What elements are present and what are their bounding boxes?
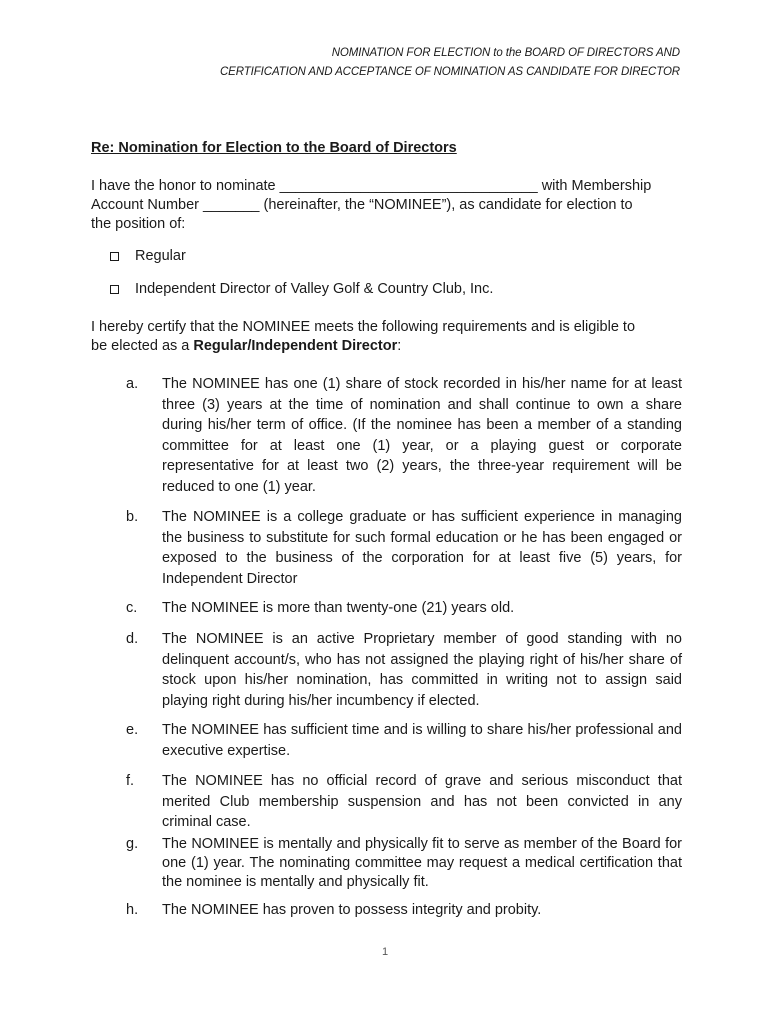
requirement-text: The NOMINEE has proven to possess integrity and probity. bbox=[162, 902, 542, 918]
intro-line-2: Account Number _______ (hereinafter, the “NOMINEE”), as candidate for election to bbox=[91, 197, 633, 213]
requirement-text: The NOMINEE is mentally and physically fit to serve as member of the Board for one (1) year. The nominating committee may request a medical certification that the nominee is mentally and physically fit. bbox=[162, 836, 682, 890]
requirement-f bbox=[126, 771, 682, 833]
requirement-d bbox=[126, 629, 682, 711]
checkbox-regular[interactable] bbox=[110, 252, 119, 261]
checkbox-independent-director[interactable] bbox=[110, 285, 119, 294]
requirement-text: The NOMINEE is more than twenty-one (21) years old. bbox=[162, 600, 515, 616]
certify-line-2-prefix: be elected as a bbox=[91, 338, 194, 354]
certify-line-2 bbox=[91, 337, 691, 356]
requirement-b bbox=[126, 507, 682, 589]
requirement-letter: h. bbox=[126, 902, 139, 918]
certify-paragraph bbox=[91, 318, 691, 356]
requirement-h bbox=[126, 900, 682, 921]
requirement-letter: g. bbox=[126, 836, 139, 852]
requirement-a bbox=[126, 374, 682, 497]
certify-director-type: Regular/Independent Director bbox=[193, 338, 398, 354]
intro-line-1: I have the honor to nominate ________________________________ with Membership bbox=[91, 178, 652, 194]
page-number: 1 bbox=[381, 946, 389, 958]
header-line-2: CERTIFICATION AND ACCEPTANCE OF NOMINATION AS CANDIDATE FOR DIRECTOR bbox=[219, 66, 680, 78]
option-regular[interactable] bbox=[110, 248, 186, 264]
option-independent-director[interactable] bbox=[110, 281, 493, 297]
option-regular-label: Regular bbox=[135, 248, 186, 264]
requirement-e bbox=[126, 720, 682, 761]
requirement-letter: f. bbox=[126, 773, 135, 789]
requirement-text: The NOMINEE is a college graduate or has sufficient experience in managing the business to substitute for such formal education or he has been engaged or exposed to the business of the corporation for at least five (5) years, for Independent Director bbox=[162, 509, 682, 587]
requirement-letter: a. bbox=[126, 376, 139, 392]
header-line-1: NOMINATION FOR ELECTION to the BOARD OF DIRECTORS AND bbox=[331, 47, 680, 59]
requirement-g bbox=[126, 835, 682, 892]
certify-line-2-suffix: : bbox=[397, 338, 402, 354]
requirement-text: The NOMINEE is an active Proprietary member of good standing with no delinquent account/s, who has not assigned the playing right of his/her share of stock upon his/her nomination, has committed in writing not to assign said playing right during his/her incumbency if elected. bbox=[162, 631, 682, 709]
requirement-c bbox=[126, 598, 682, 619]
intro-paragraph bbox=[91, 177, 681, 234]
requirement-letter: b. bbox=[126, 509, 139, 525]
document-title: Re: Nomination for Election to the Board of Directors bbox=[91, 140, 457, 156]
option-independent-director-label: Independent Director of Valley Golf & Country Club, Inc. bbox=[135, 281, 494, 297]
requirement-text: The NOMINEE has sufficient time and is willing to share his/her professional and executive expertise. bbox=[162, 722, 682, 759]
requirement-text: The NOMINEE has no official record of grave and serious misconduct that merited Club membership suspension and has not been convicted in any criminal case. bbox=[162, 773, 682, 830]
requirement-text: The NOMINEE has one (1) share of stock recorded in his/her name for at least three (3) years at the time of nomination and shall continue to own a share during his/her term of office. (If the nominee has been a member of a standing committee for at least one (1) year, or a playing guest or corporate representative for at least two (2) years, the three-year requirement will be reduced to one (1) year. bbox=[162, 376, 682, 495]
intro-line-3: the position of: bbox=[91, 216, 186, 232]
certify-line-1: I hereby certify that the NOMINEE meets the following requirements and is eligible to bbox=[91, 319, 636, 335]
requirement-letter: c. bbox=[126, 600, 138, 616]
requirement-letter: e. bbox=[126, 722, 139, 738]
requirement-letter: d. bbox=[126, 631, 139, 647]
